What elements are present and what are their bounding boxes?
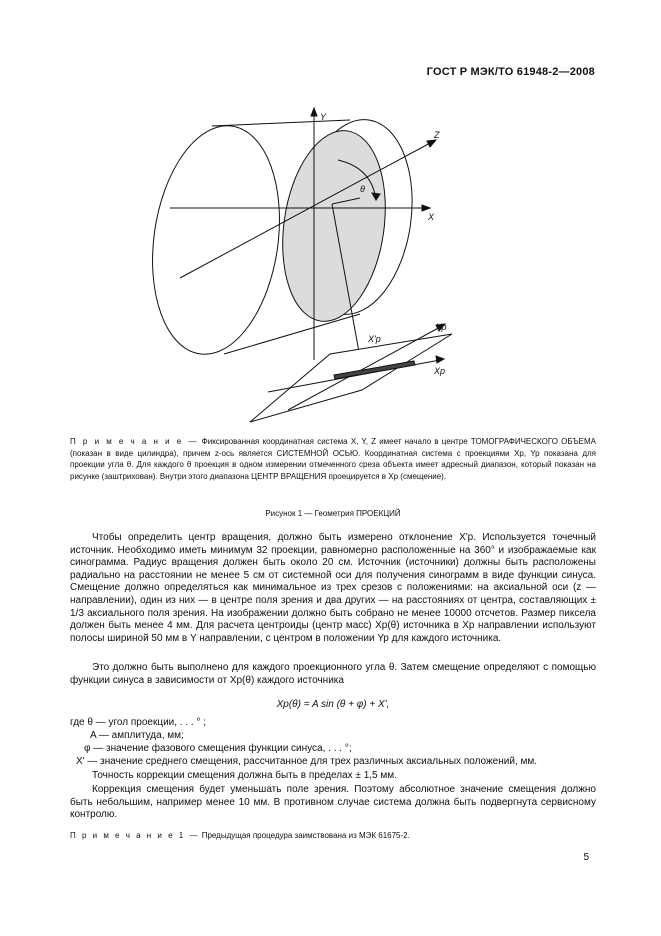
- cylinder-back-ellipse: [150, 117, 293, 362]
- figure-note-lead: П р и м е ч а н и е —: [70, 437, 199, 446]
- projection-geometry-figure: [150, 92, 480, 442]
- note-1-text: Предыдущая процедура заимствована из МЭК 61675-2.: [201, 831, 410, 840]
- cylinder-top-edge: [212, 120, 350, 126]
- figure-note-text: Фиксированная координатная система X, Y, Z имеет начало в центре ТОМОГРАФИЧЕСКОГО ОБЪЕМА (показан в виде цилиндра), причем z-ось является СИСТЕМНОЙ ОСЬЮ. Координатная система с проекциями Xp, Yp показана для проекции угла θ. Для каждого θ проекция в одном измерении отмеченного среза объекта имеет адресный диапазон, который показан на рисунке (заштрихован). Внутри этого диапазона ЦЕНТР ВРАЩЕНИЯ проецируется в Xp (смещение).: [70, 437, 596, 481]
- offset-formula: Xp(θ) = A sin (θ + φ) + X',: [276, 699, 390, 710]
- yp-axis: [288, 326, 442, 410]
- label-y: Y: [320, 112, 327, 122]
- note-1: [70, 830, 596, 842]
- paragraph-3: Точность коррекции смещения должна быть в пределах ± 1,5 мм.: [92, 770, 397, 781]
- paragraph-2: Это должно быть выполнено для каждого проекционного угла θ. Затем смещение определяют с помощью функции синуса в зависимости от Xp(θ) каждого источника: [70, 662, 596, 686]
- label-theta: θ: [360, 184, 365, 194]
- figure-caption: Рисунок 1 — Геометрия ПРОЕКЦИЙ: [265, 509, 401, 518]
- definition-theta: где θ — угол проекции, . . . ° ;: [70, 717, 207, 728]
- figure-note: [70, 436, 596, 482]
- definition-amplitude: A — амплитуда, мм;: [90, 730, 184, 741]
- page-number: 5: [583, 852, 589, 863]
- projection-plane: [250, 334, 452, 422]
- definitions-list: [70, 716, 596, 768]
- cylinder-bottom-edge: [224, 314, 360, 354]
- document-header: ГОСТ Р МЭК/ТО 61948-2—2008: [426, 66, 595, 78]
- label-z: Z: [434, 130, 440, 140]
- label-x: X: [428, 212, 435, 222]
- label-xp: Xp: [434, 366, 446, 376]
- y-axis-arrowhead: [311, 108, 317, 116]
- label-yp: Yp: [436, 322, 447, 332]
- paragraph-4: Коррекция смещения будет уменьшать поле зрения. Поэтому абсолютное значение смещения должно быть небольшим, например менее 10 мм. В противном случае система должна быть подвергнута сервисному контролю.: [70, 784, 596, 821]
- definition-mean-offset: X' — значение среднего смещения, рассчитанное для трех различных аксиальных положений, мм.: [76, 756, 538, 767]
- z-axis-arrowhead: [427, 140, 436, 147]
- definition-phase: φ — значение фазового смещения функции синуса, . . . °;: [84, 743, 352, 754]
- x-axis-arrowhead: [422, 205, 430, 211]
- xp-axis-arrowhead: [436, 356, 444, 363]
- note-1-lead: П р и м е ч а н и е 1 —: [70, 831, 200, 840]
- paragraph-1: Чтобы определить центр вращения, должно быть измерено отклонение X'p. Используется точечный источник. Необходимо иметь минимум 32 проекции, равномерно расположенные на 360° и изображаемые как синограмма. Радиус вращения должен быть около 20 см. Источник (источники) должны быть расположены радиально на расстоянии не менее 5 см от системной оси для получения синограмм в виде функции синуса. Смещение должно определяться как минимальное из трех срезов с положениями: на аксиальной оси (z — направлении), один из них — в центре поля зрения и два других — на расстояниях от центра, составляющих ± 1/3 аксиального поля зрения. На изображении должно быть собрано не менее 10000 отсчетов. Размер пиксела должен быть менее 4 мм. Для расчета центроиды (центр масс) Xp(θ) источника в Xp направлении используют полосы шириной 50 мм в Y направлении, с центром в положении Yp для каждого источника.: [70, 532, 596, 644]
- shaded-slice: [271, 124, 397, 328]
- label-xp-prime: X'p: [368, 334, 381, 344]
